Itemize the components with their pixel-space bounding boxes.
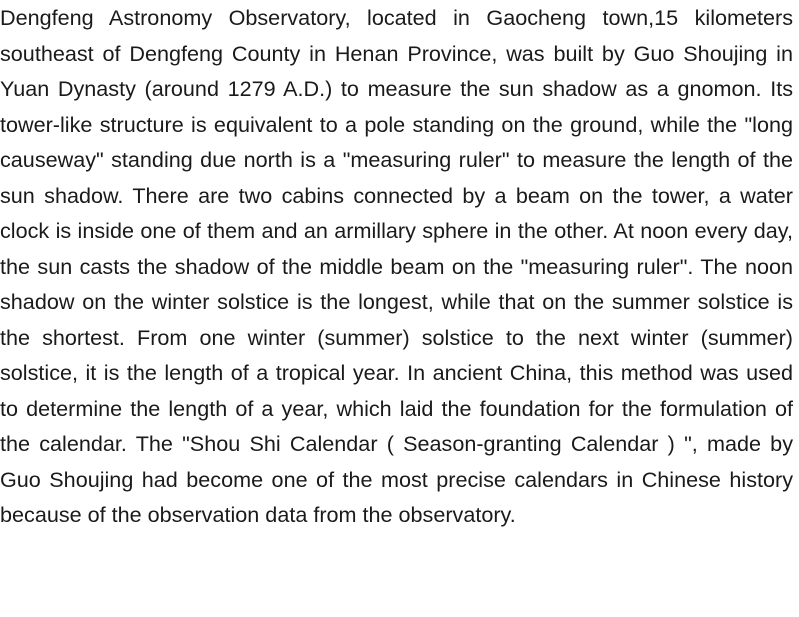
observatory-description-paragraph: Dengfeng Astronomy Observatory, located in Gaocheng town,15 kilometers southeast of Dengfeng County in Henan Province, was built by Guo Shoujing in Yuan Dynasty (around 1279 A.D.) to measure the sun shadow as a gnomon. Its tower-like structure is equivalent to a pole standing on the ground, while the "long causeway" standing due north is a "measuring ruler" to measure the length of the sun shadow. There are two cabins connected by a beam on the tower, a water clock is inside one of them and an armillary sphere in the other. At noon every day, the sun casts the shadow of the middle beam on the "measuring ruler". The noon shadow on the winter solstice is the longest, while that on the summer solstice is the shortest. From one winter (summer) solstice to the next winter (summer) solstice, it is the length of a tropical year. In ancient China, this method was used to determine the length of a year, which laid the foundation for the formulation of the calendar. The "Shou Shi Calendar ( Season-granting Calendar ) ", made by Guo Shoujing had become one of the most precise calendars in Chinese history because of the observation data from the observatory. — [0, 5, 793, 527]
